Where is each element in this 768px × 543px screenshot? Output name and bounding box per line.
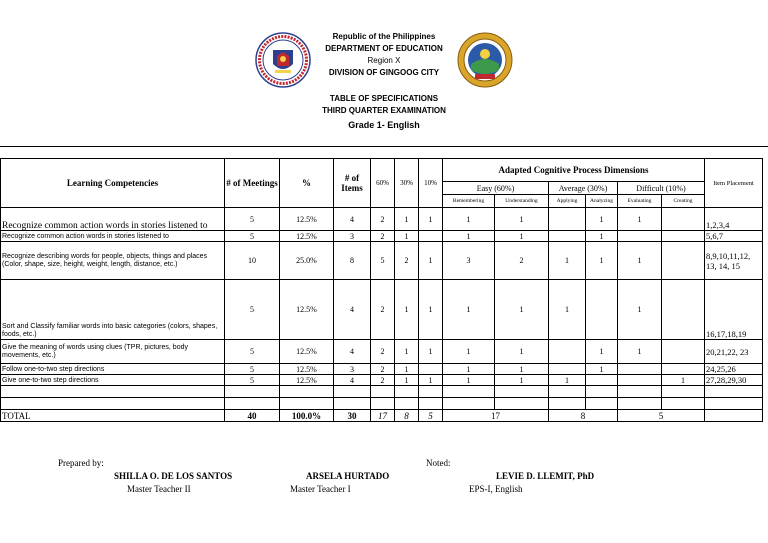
total-easy: 17 [443,410,549,422]
creating-cell [662,208,705,231]
creating-cell [662,364,705,375]
table-row [1,231,763,242]
signatory-2-name: ARSELA HURTADO [306,471,390,481]
applying-cell [549,231,586,242]
prepared-by-label: Prepared by: [58,458,104,468]
col-evaluating: Evaluating [618,195,662,208]
header-title-tos: TABLE OF SPECIFICATIONS [329,94,439,103]
col-60: 60% [371,159,395,208]
evaluating-cell: 1 [618,242,662,280]
p30-cell: 1 [395,208,419,231]
competency-cell: Follow one-to-two step directions [1,364,225,375]
total-p60: 17 [371,410,395,422]
items-cell: 4 [334,208,371,231]
signatory-2-title: Master Teacher I [290,484,351,494]
tos-table [0,158,763,422]
total-meetings: 40 [225,410,280,422]
meetings-cell: 5 [225,208,280,231]
table-row [1,208,763,231]
col-10: 10% [419,159,443,208]
analyzing-cell: 1 [586,340,618,364]
remembering-cell: 1 [443,280,495,340]
placement-cell: 8,9,10,11,12, 13, 14, 15 [705,242,763,280]
header-republic: Republic of the Philippines [332,32,436,41]
items-cell: 4 [334,340,371,364]
col-items: # of Items [334,159,371,208]
header-division: DIVISION OF GINGOOG CITY [328,68,440,77]
signatory-1-title: Master Teacher II [127,484,191,494]
p30-cell: 1 [395,375,419,386]
col-analyzing: Analyzing [586,195,618,208]
col-easy: Easy (60%) [443,182,549,195]
p30-cell: 1 [395,231,419,242]
percent-cell: 12.5% [280,208,334,231]
p10-cell: 1 [419,340,443,364]
header-divider [0,146,768,147]
understanding-cell: 2 [495,242,549,280]
percent-cell: 12.5% [280,280,334,340]
placement-cell: 20,21,22, 23 [705,340,763,364]
remembering-cell: 1 [443,364,495,375]
col-remembering: Remembering [443,195,495,208]
table-header-row-1 [1,159,763,182]
analyzing-cell: 1 [586,242,618,280]
creating-cell [662,340,705,364]
table-row [1,280,763,340]
competency-cell: Recognize common action words in stories listened to [1,208,225,231]
p10-cell: 1 [419,280,443,340]
creating-cell [662,231,705,242]
remembering-cell: 1 [443,340,495,364]
remembering-cell: 1 [443,208,495,231]
understanding-cell: 1 [495,375,549,386]
total-average: 8 [549,410,618,422]
p60-cell: 2 [371,375,395,386]
signatory-3-name: LEVIE D. LLEMIT, PhD [496,471,595,481]
col-understanding: Understanding [495,195,549,208]
noted-label: Noted: [426,458,451,468]
placement-cell: 5,6,7 [705,231,763,242]
col-creating: Creating [662,195,705,208]
col-learning-competencies: Learning Competencies [1,159,225,208]
analyzing-cell: 1 [586,208,618,231]
table-row [1,375,763,386]
total-p30: 8 [395,410,419,422]
items-cell: 3 [334,364,371,375]
total-percent: 100.0% [280,410,334,422]
meetings-cell: 5 [225,375,280,386]
p30-cell: 2 [395,242,419,280]
header-department: DEPARTMENT OF EDUCATION [325,44,443,53]
p60-cell: 2 [371,208,395,231]
percent-cell: 12.5% [280,340,334,364]
analyzing-cell [586,280,618,340]
creating-cell [662,242,705,280]
placement-cell: 24,25,26 [705,364,763,375]
remembering-cell: 3 [443,242,495,280]
col-applying: Applying [549,195,586,208]
evaluating-cell [618,231,662,242]
col-adapted-dimensions: Adapted Cognitive Process Dimensions [443,159,705,182]
remembering-cell: 1 [443,231,495,242]
analyzing-cell: 1 [586,364,618,375]
table-row [1,364,763,375]
col-percent: % [280,159,334,208]
header-title-exam: THIRD QUARTER EXAMINATION [322,106,446,115]
header-title-grade: Grade 1- English [348,120,420,130]
header-region: Region X [367,56,401,65]
meetings-cell: 5 [225,340,280,364]
evaluating-cell: 1 [618,208,662,231]
competency-cell: Give one-to-two step directions [1,375,225,386]
meetings-cell: 5 [225,280,280,340]
understanding-cell: 1 [495,340,549,364]
analyzing-cell [586,375,618,386]
placement-cell: 16,17,18,19 [705,280,763,340]
percent-cell: 12.5% [280,364,334,375]
table-row [1,340,763,364]
meetings-cell: 5 [225,231,280,242]
applying-cell [549,340,586,364]
items-cell: 4 [334,280,371,340]
evaluating-cell: 1 [618,340,662,364]
understanding-cell: 1 [495,208,549,231]
competency-cell: Recognize common action words in stories listened to [1,231,225,242]
col-average: Average (30%) [549,182,618,195]
meetings-cell: 10 [225,242,280,280]
p30-cell: 1 [395,280,419,340]
col-item-placement: Item Placement [705,159,763,208]
p60-cell: 2 [371,280,395,340]
placement-cell: 27,28,29,30 [705,375,763,386]
total-p10: 5 [419,410,443,422]
p10-cell [419,231,443,242]
competency-cell: Recognize describing words for people, objects, things and places (Color, shape, size, height, weight, length, distance, etc.) [1,242,225,280]
p30-cell: 1 [395,340,419,364]
meetings-cell: 5 [225,364,280,375]
creating-cell [662,280,705,340]
applying-cell: 1 [549,375,586,386]
p30-cell: 1 [395,364,419,375]
p60-cell: 5 [371,242,395,280]
percent-cell: 12.5% [280,375,334,386]
p60-cell: 2 [371,231,395,242]
p60-cell: 2 [371,340,395,364]
col-difficult: Difficult (10%) [618,182,705,195]
empty-row [1,386,763,398]
percent-cell: 25.0% [280,242,334,280]
understanding-cell: 1 [495,280,549,340]
table-row [1,242,763,280]
total-items: 30 [334,410,371,422]
placement-cell: 1,2,3,4 [705,208,763,231]
p10-cell: 1 [419,242,443,280]
signatory-1-name: SHILLA O. DE LOS SANTOS [114,471,233,481]
competency-cell: Give the meaning of words using clues (TPR, pictures, body movements, etc.) [1,340,225,364]
col-meetings: # of Meetings [225,159,280,208]
applying-cell [549,364,586,375]
p10-cell: 1 [419,375,443,386]
analyzing-cell: 1 [586,231,618,242]
remembering-cell: 1 [443,375,495,386]
applying-cell: 1 [549,242,586,280]
p60-cell: 2 [371,364,395,375]
items-cell: 4 [334,375,371,386]
applying-cell [549,208,586,231]
col-30: 30% [395,159,419,208]
competency-cell: Sort and Classify familiar words into basic categories (colors, shapes, foods, etc.) [1,280,225,340]
evaluating-cell [618,375,662,386]
understanding-cell: 1 [495,231,549,242]
p10-cell [419,364,443,375]
evaluating-cell [618,364,662,375]
evaluating-cell: 1 [618,280,662,340]
total-label: TOTAL [1,410,225,422]
understanding-cell: 1 [495,364,549,375]
empty-row [1,398,763,410]
p10-cell: 1 [419,208,443,231]
signatory-3-title: EPS-I, English [469,484,523,494]
total-difficult: 5 [618,410,705,422]
applying-cell: 1 [549,280,586,340]
total-row [1,410,763,422]
items-cell: 3 [334,231,371,242]
percent-cell: 12.5% [280,231,334,242]
items-cell: 8 [334,242,371,280]
creating-cell: 1 [662,375,705,386]
